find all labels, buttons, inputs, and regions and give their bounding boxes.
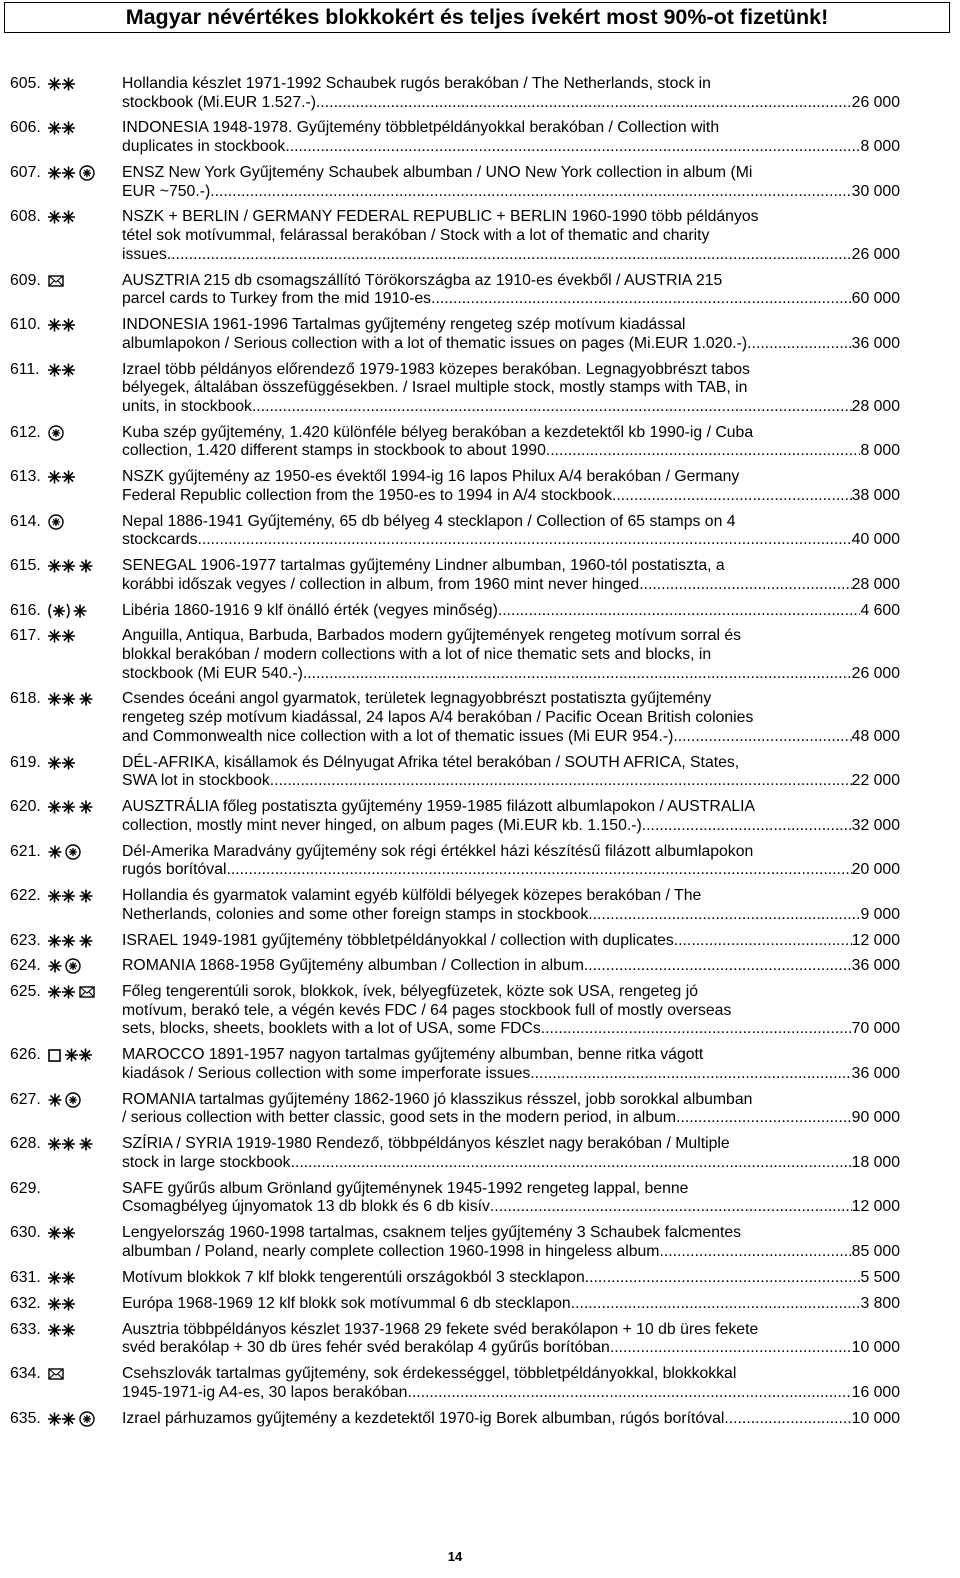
dot-leader bbox=[490, 1198, 852, 1217]
lot-price: 16 000 bbox=[851, 1383, 900, 1401]
lot-price: 36 000 bbox=[851, 334, 900, 352]
lot-condition-symbols bbox=[47, 119, 121, 137]
double-star-icon bbox=[47, 1269, 77, 1287]
lot-number: 631. bbox=[10, 1268, 41, 1286]
circled-star-icon bbox=[47, 513, 65, 531]
dot-leader bbox=[210, 183, 851, 202]
lot-description-line: Izrael párhuzamos gyűjtemény a kezdetektől 1970-ig Borek albumban, rúgós borítóval bbox=[122, 1409, 725, 1427]
dot-leader bbox=[585, 1269, 861, 1288]
lot-description bbox=[122, 424, 900, 461]
lot-item bbox=[10, 1321, 900, 1358]
lot-description-line: parcel cards to Turkey from the mid 1910-es bbox=[122, 290, 432, 308]
lot-number: 616. bbox=[10, 601, 41, 619]
dot-leader bbox=[498, 602, 861, 621]
lot-description-line: sets, blocks, sheets, booklets with a lot of USA, some FDCs bbox=[122, 1020, 541, 1038]
lot-number: 610. bbox=[10, 316, 41, 334]
double-star-icon bbox=[47, 75, 77, 93]
lot-description-line: albumban / Poland, nearly complete collection 1960-1998 in hingeless album bbox=[122, 1242, 660, 1260]
dot-leader bbox=[674, 932, 852, 951]
lot-condition-symbols bbox=[47, 627, 121, 645]
lot-description bbox=[122, 1365, 900, 1402]
lot-condition-symbols bbox=[47, 887, 121, 905]
lot-item bbox=[10, 1269, 900, 1288]
lot-item bbox=[10, 887, 900, 924]
lot-description-line: issues. bbox=[122, 245, 172, 263]
dot-leader bbox=[676, 1109, 852, 1128]
lot-item bbox=[10, 983, 900, 1039]
lot-number: 618. bbox=[10, 690, 41, 708]
page-number: 14 bbox=[447, 1549, 463, 1564]
lot-description bbox=[122, 754, 900, 791]
lot-description bbox=[122, 602, 900, 621]
double-star-icon bbox=[47, 316, 77, 334]
lot-description-line: Csehszlovák tartalmas gyűjtemény, sok érdekességgel, többletpéldányokkal, blokkokkal bbox=[122, 1365, 737, 1383]
dot-leader bbox=[610, 1339, 852, 1358]
star-icon bbox=[47, 957, 63, 975]
dot-leader bbox=[541, 1020, 852, 1039]
lot-description bbox=[122, 843, 900, 880]
lot-description-line: Csendes óceáni angol gyarmatok, területek legnagyobbrészt postatiszta gyűjtemény bbox=[122, 690, 712, 708]
lot-description-line: MAROCCO 1891-1957 nagyon tartalmas gyűjtemény albumban, benne ritka vágott bbox=[122, 1046, 704, 1064]
lot-condition-symbols bbox=[47, 1135, 121, 1153]
lot-price: 12 000 bbox=[851, 1198, 900, 1216]
double-star-icon bbox=[47, 1410, 77, 1428]
lot-description-line: bélyegek, általában összefüggésekben. / Israel multiple stock, mostly stamps with TAB, in bbox=[122, 379, 748, 397]
double-star-icon bbox=[47, 754, 77, 772]
dot-leader bbox=[270, 772, 852, 791]
lot-description-line: Federal Republic collection from the 1950-es to 1994 in A/4 stockbook bbox=[122, 486, 612, 504]
lot-description bbox=[122, 513, 900, 550]
lot-description-line: SENEGAL 1906-1977 tartalmas gyűjtemény Lindner albumban, 1960-tól postatiszta, a bbox=[122, 557, 725, 575]
lot-condition-symbols bbox=[47, 1269, 121, 1287]
double-star-icon bbox=[47, 1295, 77, 1313]
lot-description-line: blokkal berakóban / modern collections with a lot of nice thematic sets and blocks, in bbox=[122, 646, 712, 663]
double-star-icon bbox=[47, 164, 77, 182]
star-icon bbox=[78, 798, 94, 816]
lot-item bbox=[10, 932, 900, 951]
lot-price: 36 000 bbox=[851, 957, 900, 975]
star-icon bbox=[78, 887, 94, 905]
lot-number: 634. bbox=[10, 1365, 41, 1383]
lot-description bbox=[122, 1046, 900, 1083]
double-star-icon bbox=[47, 1224, 77, 1242]
lot-condition-symbols bbox=[47, 798, 121, 816]
star-icon bbox=[78, 1135, 94, 1153]
lot-description bbox=[122, 557, 900, 594]
lot-description bbox=[122, 1321, 900, 1358]
lot-item bbox=[10, 602, 900, 621]
lot-number: 635. bbox=[10, 1409, 41, 1427]
lot-item bbox=[10, 75, 900, 112]
lot-condition-symbols bbox=[47, 957, 121, 975]
lot-item bbox=[10, 164, 900, 201]
lot-price: 12 000 bbox=[851, 931, 900, 949]
double-star-icon bbox=[47, 983, 77, 1001]
lot-condition-symbols bbox=[47, 513, 121, 531]
lot-condition-symbols bbox=[47, 1180, 121, 1198]
lot-price: 30 000 bbox=[851, 182, 900, 200]
lot-number: 627. bbox=[10, 1090, 41, 1108]
lot-item bbox=[10, 1046, 900, 1083]
lot-description-line: tétel sok motívummal, felárassal berakóban / Stock with a lot of thematic and charity bbox=[122, 227, 710, 245]
lot-condition-symbols bbox=[47, 754, 121, 772]
lot-condition-symbols bbox=[47, 983, 121, 1001]
circled-star-icon bbox=[78, 1410, 96, 1428]
lot-number: 624. bbox=[10, 957, 41, 975]
dot-leader bbox=[673, 728, 851, 747]
lot-description-line: stockbook (Mi EUR 540.-) bbox=[122, 664, 303, 682]
lot-number: 628. bbox=[10, 1135, 41, 1153]
lot-description-line: ENSZ New York Gyűjtemény Schaubek albumban / UNO New York collection in album (Mi bbox=[122, 163, 753, 181]
lot-description-line: duplicates in stockbook bbox=[122, 138, 286, 156]
dot-leader bbox=[291, 1154, 852, 1173]
lot-description bbox=[122, 468, 900, 505]
lot-description bbox=[122, 361, 900, 417]
lot-description-line: rengeteg szép motívum kiadással, 24 lapos A/4 berakóban / Pacific Ocean British colonies bbox=[122, 709, 754, 727]
lot-number: 609. bbox=[10, 271, 41, 289]
lot-price: 20 000 bbox=[851, 861, 900, 879]
lot-condition-symbols bbox=[47, 1410, 121, 1428]
lot-item bbox=[10, 119, 900, 156]
lot-description-line: DÉL-AFRIKA, kisállamok és Délnyugat Afrika tétel berakóban / SOUTH AFRICA, States, bbox=[122, 753, 740, 771]
lot-number: 613. bbox=[10, 468, 41, 486]
lot-number: 605. bbox=[10, 75, 41, 92]
dot-leader bbox=[303, 665, 852, 684]
lot-condition-symbols bbox=[47, 208, 121, 226]
dot-leader bbox=[571, 1295, 861, 1314]
lot-description bbox=[122, 1224, 900, 1261]
lot-description-line: Hollandia és gyarmatok valamint egyéb külföldi bélyegek közepes berakóban / The bbox=[122, 887, 702, 905]
lot-description-line: NSZK gyűjtemény az 1950-es évektől 1994-ig 16 lapos Philux A/4 berakóban / Germany bbox=[122, 468, 740, 486]
lot-price: 40 000 bbox=[851, 531, 900, 549]
lot-price: 85 000 bbox=[851, 1242, 900, 1260]
lot-description-line: collection, mostly mint never hinged, on album pages (Mi.EUR kb. 1.150.-) bbox=[122, 816, 642, 834]
double-star-icon bbox=[47, 557, 77, 575]
lot-item bbox=[10, 208, 900, 264]
lot-number: 620. bbox=[10, 798, 41, 816]
lot-description-line: and Commonwealth nice collection with a lot of thematic issues (Mi EUR 954.-) bbox=[122, 727, 674, 745]
lot-list bbox=[10, 75, 900, 1435]
lot-description bbox=[122, 316, 900, 353]
lot-description-line: Nepal 1886-1941 Gyűjtemény, 65 db bélyeg 4 stecklapon / Collection of 65 stamps on 4 bbox=[122, 512, 736, 530]
lot-condition-symbols bbox=[47, 602, 121, 620]
dot-leader bbox=[198, 531, 852, 550]
dot-leader bbox=[227, 861, 852, 880]
lot-item bbox=[10, 424, 900, 461]
lot-item bbox=[10, 361, 900, 417]
lot-price: 60 000 bbox=[851, 290, 900, 308]
lot-description-line: albumlapokon / Serious collection with a lot of thematic issues on pages (Mi.EUR 1.020.-) bbox=[122, 334, 748, 352]
lot-price: 28 000 bbox=[851, 397, 900, 415]
star-icon bbox=[78, 932, 94, 950]
double-star-icon bbox=[47, 208, 77, 226]
lot-description-line: korábbi időszak vegyes / collection in album, from 1960 mint never hinged bbox=[122, 575, 640, 593]
lot-description bbox=[122, 1135, 900, 1172]
lot-price: 5 500 bbox=[860, 1268, 900, 1286]
lot-item bbox=[10, 627, 900, 683]
lot-description-line: / serious collection with better classic, good sets in the modern period, in album bbox=[122, 1109, 677, 1127]
lot-item bbox=[10, 272, 900, 309]
lot-price: 28 000 bbox=[851, 575, 900, 593]
lot-description-line: SZÍRIA / SYRIA 1919-1980 Rendező, többpéldányos készlet nagy berakóban / Multiple bbox=[122, 1135, 730, 1153]
dot-leader bbox=[285, 138, 860, 157]
lot-description-line: collection, 1.420 different stamps in stockbook to about 1990 bbox=[122, 442, 546, 460]
lot-description bbox=[122, 1180, 900, 1217]
lot-description-line: stockbook (Mi.EUR 1.527.-) bbox=[122, 93, 317, 111]
lot-description-line: Anguilla, Antiqua, Barbuda, Barbados modern gyűjtemények rengeteg motívum sorral és bbox=[122, 627, 742, 645]
lot-condition-symbols bbox=[47, 1091, 121, 1109]
lot-description bbox=[122, 957, 900, 976]
lot-description bbox=[122, 1091, 900, 1128]
dot-leader bbox=[584, 957, 852, 976]
dot-leader bbox=[431, 290, 852, 309]
lot-description-line: ROMANIA tartalmas gyűjtemény 1862-1960 jó klasszikus résszel, jobb sorokkal albumban bbox=[122, 1090, 753, 1108]
lot-description-line: Izrael több példányos előrendező 1979-1983 közepes berakóban. Legnagyobbrészt tabos bbox=[122, 360, 750, 378]
lot-description bbox=[122, 208, 900, 264]
double-star-icon bbox=[47, 798, 77, 816]
lot-description-line: ISRAEL 1949-1981 gyűjtemény többletpéldányokkal / collection with duplicates bbox=[122, 931, 674, 949]
lot-item bbox=[10, 557, 900, 594]
lot-number: 633. bbox=[10, 1320, 41, 1338]
double-star-icon bbox=[47, 932, 77, 950]
lot-condition-symbols bbox=[47, 1295, 121, 1313]
circled-star-icon bbox=[64, 843, 82, 861]
lot-number: 614. bbox=[10, 512, 41, 530]
lot-description-line: svéd berakólap + 30 db üres fehér svéd berakólap 4 gyűrűs borítóban bbox=[122, 1339, 610, 1357]
lot-description bbox=[122, 887, 900, 924]
lot-condition-symbols bbox=[47, 557, 121, 575]
star-icon bbox=[72, 602, 88, 620]
lot-description-line: AUSZTRÁLIA főleg postatiszta gyűjtemény 1959-1985 filázott albumlapokon / AUSTRALIA bbox=[122, 798, 756, 816]
star-icon bbox=[78, 557, 94, 575]
lot-description bbox=[122, 932, 900, 951]
lot-item bbox=[10, 1295, 900, 1314]
lot-description-line: motívum, berakó tele, a végén kevés FDC / 64 pages stockbook full of mostly overseas bbox=[122, 1001, 732, 1019]
lot-description-line: stock in large stockbook bbox=[122, 1153, 291, 1171]
lot-condition-symbols bbox=[47, 1321, 121, 1339]
lot-number: 615. bbox=[10, 557, 41, 575]
lot-description bbox=[122, 75, 900, 112]
lot-price: 8 000 bbox=[860, 138, 900, 156]
lot-condition-symbols bbox=[47, 468, 121, 486]
double-star-icon bbox=[47, 1135, 77, 1153]
lot-description bbox=[122, 690, 900, 746]
lot-description bbox=[122, 983, 900, 1039]
lot-description-line: SAFE gyűrűs album Grönland gyűjteménynek 1945-1992 rengeteg lappal, benne bbox=[122, 1179, 689, 1197]
lot-condition-symbols bbox=[47, 164, 121, 182]
lot-condition-symbols bbox=[47, 932, 121, 950]
lot-condition-symbols bbox=[47, 75, 121, 93]
lot-price: 48 000 bbox=[851, 727, 900, 745]
lot-description bbox=[122, 1295, 900, 1314]
double-star-icon bbox=[47, 627, 77, 645]
lot-description-line: Lengyelország 1960-1998 tartalmas, csaknem teljes gyűjtemény 3 Schaubek falcmentes bbox=[122, 1224, 742, 1242]
lot-item bbox=[10, 754, 900, 791]
lot-price: 32 000 bbox=[851, 816, 900, 834]
star-icon bbox=[78, 690, 94, 708]
double-star-icon bbox=[64, 1046, 94, 1064]
dot-leader bbox=[171, 246, 852, 265]
lot-description-line: stockcards bbox=[122, 531, 198, 549]
lot-condition-symbols bbox=[47, 1365, 121, 1383]
dot-leader bbox=[659, 1243, 851, 1262]
lot-number: 629. bbox=[10, 1179, 41, 1197]
lot-number: 607. bbox=[10, 163, 41, 181]
double-star-icon bbox=[47, 887, 77, 905]
lot-item bbox=[10, 1091, 900, 1128]
lot-description bbox=[122, 798, 900, 835]
page-banner: Magyar névértékes blokkokért és teljes ívekért most 90%-ot fizetünk! bbox=[4, 2, 950, 33]
envelope-icon bbox=[47, 272, 65, 290]
lot-description-line: Dél-Amerika Maradvány gyűjtemény sok régi értékkel házi készítésű filázott albumlapokon bbox=[122, 842, 754, 860]
lot-description-line: Főleg tengerentúli sorok, blokkok, ívek, bélyegfüzetek, közte sok USA, rengeteg jó bbox=[122, 983, 699, 1001]
lot-number: 621. bbox=[10, 842, 41, 860]
lot-number: 608. bbox=[10, 208, 41, 226]
lot-item bbox=[10, 1135, 900, 1172]
dot-leader bbox=[588, 906, 860, 925]
star-icon bbox=[47, 1091, 63, 1109]
lot-description bbox=[122, 1269, 900, 1288]
lot-number: 617. bbox=[10, 627, 41, 645]
lot-price: 10 000 bbox=[851, 1339, 900, 1357]
lot-item bbox=[10, 1365, 900, 1402]
dot-leader bbox=[546, 442, 861, 461]
lot-item bbox=[10, 843, 900, 880]
lot-number: 622. bbox=[10, 887, 41, 905]
lot-number: 630. bbox=[10, 1224, 41, 1242]
double-star-icon bbox=[47, 1321, 77, 1339]
lot-number: 632. bbox=[10, 1294, 41, 1312]
lot-number: 611. bbox=[10, 360, 40, 378]
lot-description-line: units, in stockbook. bbox=[122, 397, 257, 415]
lot-description-line: AUSZTRIA 215 db csomagszállító Törökországba az 1910-es évekből / AUSTRIA 215 bbox=[122, 271, 723, 289]
envelope-icon bbox=[78, 983, 96, 1001]
dot-leader bbox=[256, 398, 851, 417]
circled-star-icon bbox=[78, 164, 96, 182]
lot-price: 18 000 bbox=[851, 1153, 900, 1171]
lot-description-line: Hollandia készlet 1971-1992 Schaubek rugós berakóban / The Netherlands, stock in bbox=[122, 75, 711, 92]
lot-item bbox=[10, 468, 900, 505]
lot-condition-symbols bbox=[47, 1046, 121, 1064]
parenthesized-star-icon bbox=[47, 602, 71, 620]
dot-leader bbox=[316, 94, 852, 113]
lot-condition-symbols bbox=[47, 424, 121, 442]
lot-description-line: 1945-1971-ig A4-es, 30 lapos berakóban bbox=[122, 1383, 408, 1401]
lot-number: 623. bbox=[10, 931, 41, 949]
lot-price: 9 000 bbox=[860, 905, 900, 923]
lot-price: 4 600 bbox=[860, 601, 900, 619]
double-star-icon bbox=[47, 690, 77, 708]
double-star-icon bbox=[47, 468, 77, 486]
lot-description-line: INDONESIA 1961-1996 Tartalmas gyűjtemény rengeteg szép motívum kiadással bbox=[122, 316, 686, 334]
lot-number: 619. bbox=[10, 753, 41, 771]
lot-price: 36 000 bbox=[851, 1064, 900, 1082]
circled-star-icon bbox=[64, 1091, 82, 1109]
dot-leader bbox=[639, 576, 851, 595]
lot-condition-symbols bbox=[47, 316, 121, 334]
lot-description-line: Libéria 1860-1916 9 klf önálló érték (vegyes minőség) bbox=[122, 601, 498, 619]
lot-item bbox=[10, 798, 900, 835]
lot-number: 625. bbox=[10, 983, 41, 1001]
lot-condition-symbols bbox=[47, 361, 121, 379]
lot-price: 3 800 bbox=[860, 1294, 900, 1312]
lot-price: 26 000 bbox=[851, 664, 900, 682]
dot-leader bbox=[642, 817, 852, 836]
lot-description bbox=[122, 119, 900, 156]
lot-price: 90 000 bbox=[851, 1109, 900, 1127]
lot-number: 606. bbox=[10, 119, 41, 137]
dot-leader bbox=[407, 1384, 851, 1403]
lot-description-line: Netherlands, colonies and some other foreign stamps in stockbook bbox=[122, 905, 589, 923]
lot-description bbox=[122, 272, 900, 309]
lot-price: 8 000 bbox=[860, 442, 900, 460]
lot-number: 612. bbox=[10, 423, 41, 441]
lot-description-line: INDONESIA 1948-1978. Gyűjtemény többletpéldányokkal berakóban / Collection with bbox=[122, 119, 720, 137]
lot-condition-symbols bbox=[47, 272, 121, 290]
double-star-icon bbox=[47, 361, 77, 379]
lot-condition-symbols bbox=[47, 843, 121, 861]
dot-leader bbox=[724, 1410, 851, 1429]
lot-description-line: EUR ~750.-) bbox=[122, 182, 211, 200]
lot-price: 70 000 bbox=[851, 1020, 900, 1038]
lot-price: 26 000 bbox=[851, 245, 900, 263]
lot-condition-symbols bbox=[47, 1224, 121, 1242]
dot-leader bbox=[747, 335, 852, 354]
lot-item bbox=[10, 1224, 900, 1261]
circled-star-icon bbox=[64, 957, 82, 975]
lot-item bbox=[10, 1180, 900, 1217]
lot-description-line: Európa 1968-1969 12 klf blokk sok motívummal 6 db stecklapon bbox=[122, 1294, 571, 1312]
dot-leader bbox=[530, 1065, 851, 1084]
lot-description-line: rugós borítóval bbox=[122, 861, 227, 879]
lot-item bbox=[10, 513, 900, 550]
lot-price: 10 000 bbox=[851, 1409, 900, 1427]
square-icon bbox=[47, 1046, 63, 1064]
lot-condition-symbols bbox=[47, 690, 121, 708]
lot-description-line: kiadások / Serious collection with some imperforate issues bbox=[122, 1064, 531, 1082]
lot-description-line: Kuba szép gyűjtemény, 1.420 különféle bélyeg berakóban a kezdetektől kb 1990-ig / Cuba bbox=[122, 423, 754, 441]
lot-description-line: ROMANIA 1868-1958 Gyűjtemény albumban / Collection in album bbox=[122, 957, 584, 975]
lot-item bbox=[10, 690, 900, 746]
lot-description bbox=[122, 164, 900, 201]
lot-item bbox=[10, 316, 900, 353]
lot-number: 626. bbox=[10, 1046, 41, 1064]
star-icon bbox=[47, 843, 63, 861]
lot-price: 38 000 bbox=[851, 486, 900, 504]
lot-item bbox=[10, 957, 900, 976]
envelope-icon bbox=[47, 1365, 65, 1383]
lot-price: 26 000 bbox=[851, 93, 900, 111]
lot-item bbox=[10, 1410, 900, 1429]
lot-description-line: NSZK + BERLIN / GERMANY FEDERAL REPUBLIC + BERLIN 1960-1990 több példányos bbox=[122, 208, 759, 226]
lot-description-line: Csomagbélyeg újnyomatok 13 db blokk és 6 db kisív bbox=[122, 1198, 490, 1216]
lot-price: 22 000 bbox=[851, 772, 900, 790]
circled-star-icon bbox=[47, 424, 65, 442]
lot-description bbox=[122, 627, 900, 683]
lot-description bbox=[122, 1410, 900, 1429]
dot-leader bbox=[612, 487, 852, 506]
double-star-icon bbox=[47, 119, 77, 137]
lot-description-line: SWA lot in stockbook bbox=[122, 772, 270, 790]
lot-description-line: Ausztria többpéldányos készlet 1937-1968 29 fekete svéd berakólapon + 10 db üres fekete bbox=[122, 1320, 759, 1338]
lot-description-line: Motívum blokkok 7 klf blokk tengerentúli országokból 3 stecklapon bbox=[122, 1268, 585, 1286]
